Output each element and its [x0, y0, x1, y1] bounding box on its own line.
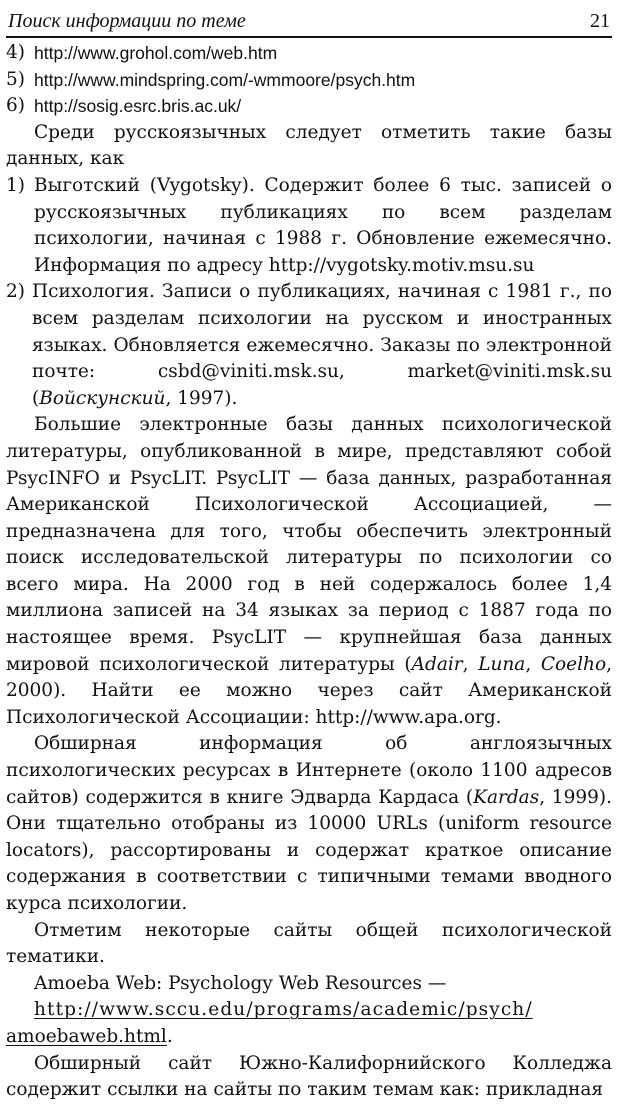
list-number: 1) — [6, 174, 25, 196]
list-number: 5) — [6, 68, 25, 90]
citation-author: Adair — [411, 653, 463, 675]
citation-author: Kardas — [473, 786, 540, 808]
list-item — [6, 67, 612, 94]
database-item-vygotsky — [6, 173, 612, 279]
chapter-title: Поиск информации по теме — [8, 10, 246, 32]
paragraph-text: , 1999). Они тщательно отобраны из 10000 URLs (uniform resource locators), рассортированы и содержат краткое описание содержания в соответствии с типичными темами вводного курса психологии. — [6, 786, 612, 914]
intro-paragraph: Среди русскоязычных следует отметить такие базы данных, как — [6, 121, 612, 170]
amoeba-url — [6, 997, 612, 1050]
southern-college-paragraph: Обширный сайт Южно-Калифорнийского Колледжа содержит ссылки на сайты по таким темам как: прикладная — [6, 1052, 612, 1101]
paragraph-text: ). Найти ее можно через сайт Американской Психологической Ассоциации: http://www.apa.org. — [6, 680, 612, 728]
list-item — [6, 93, 612, 120]
sites-intro-paragraph: Отметим некоторые сайты общей психологической тематики. — [6, 919, 612, 968]
running-header — [6, 0, 612, 38]
amoeba-link-part2[interactable]: amoebaweb.html — [6, 1025, 167, 1047]
amoeba-link-part1[interactable]: http://www.sccu.edu/programs/academic/psych/ — [34, 999, 533, 1021]
citation-year: , 1997). — [165, 387, 238, 409]
list-number: 6) — [6, 95, 25, 117]
amoeba-link-end: . — [166, 1025, 173, 1047]
citation-author: Coelho — [540, 653, 607, 675]
citation-author: Luna — [478, 653, 526, 675]
list-item — [6, 40, 612, 67]
database-item-psychology — [6, 279, 612, 412]
kardas-paragraph — [6, 731, 612, 917]
link-url[interactable]: http://www.mindspring.com/-wmmoore/psych.htm — [34, 69, 416, 90]
page-number: 21 — [590, 10, 610, 32]
amoeba-title: Amoeba Web: Psychology Web Resources — — [34, 972, 447, 994]
list-number: 4) — [6, 42, 25, 63]
link-url[interactable]: http://www.grohol.com/web.htm — [34, 43, 278, 63]
citation-author: Войскунский — [39, 387, 166, 409]
citation-year: , 2000 — [6, 653, 612, 702]
link-url[interactable]: http://sosig.esrc.bris.ac.uk/ — [34, 96, 242, 117]
separator: , — [462, 653, 479, 675]
list-number: 2) — [6, 281, 25, 303]
paragraph-text: Обширная информация об англоязычных психологических ресурсах в Интернете (около 1100 адресов сайтов) содержится в книге Эдварда Кардаса ( — [6, 733, 612, 808]
separator: , — [525, 653, 541, 675]
page-body — [6, 38, 612, 1104]
paragraph-text: Большие электронные базы данных психологической литературы, опубликованной в мире, представляют собой PsycINFO и PsycLIT. PsycLIT — база данных, разработанная Американской Психологической Ассоциацией, — предназначена для того, чтобы обеспечить электронный поиск исследовательской литературы по психологии со всего мира. На 2000 год в ней содержалось более 1,4 миллиона записей на 34 языках за период с 1887 года по настоящее время. PsycLIT — крупнейшая база данных мировой психологической литературы ( — [6, 414, 612, 675]
list-text: Выготский (Vygotsky). Содержит более 6 тыс. записей о русскоязычных публикациях по всем разделам психологии, начиная с 1988 г. Обновление ежемесячно. Информация по адресу http://vygotsky.motiv.msu.su — [34, 174, 612, 276]
list-text — [32, 279, 612, 412]
list-text-main: Психология. Записи о публикациях, начиная с 1981 г., по всем разделам психологии на русском и иностранных языках. Обновляется ежемесячно. Заказы по электронной почте: csbd@viniti.msk.su, market@viniti.msk.su ( — [32, 281, 612, 409]
psyclit-paragraph — [6, 412, 612, 731]
